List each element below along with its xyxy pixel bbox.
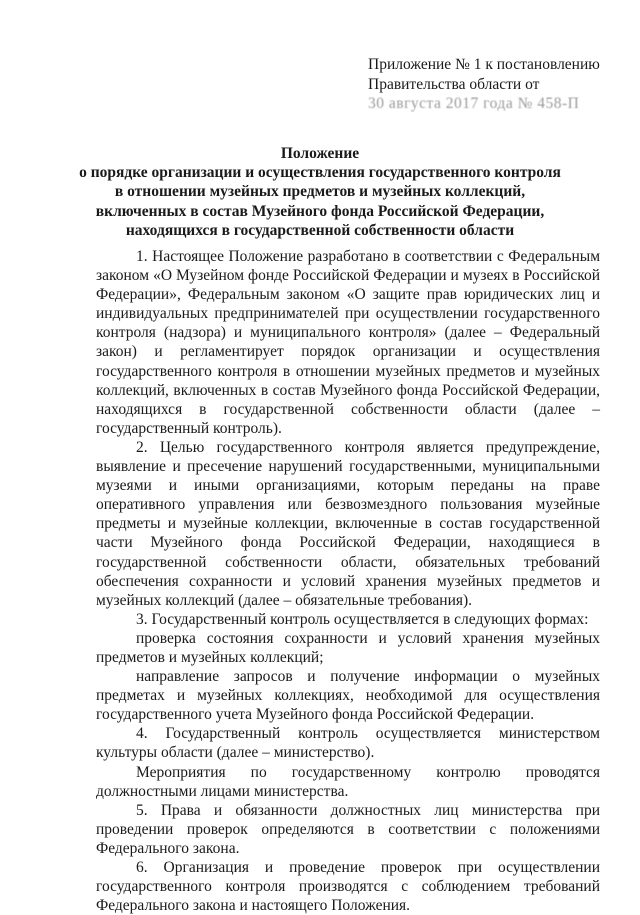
paragraph-6: 6. Организация и проведение проверок при осуществлении государственного контроля производятся с соблюдением требований Федерального закона и настоящего Положения.: [96, 859, 600, 915]
title-line-2: о порядке организации и осуществления государственного контроля: [79, 164, 561, 182]
paragraph-4-continued: Мероприятия по государственному контролю проводятся должностными лицами министерства.: [96, 763, 600, 800]
appendix-line-2: Правительства области от: [368, 75, 540, 93]
title-line-4: включенных в состав Музейного фонда Российской Федерации,: [95, 202, 545, 220]
paragraph-5: 5. Права и обязанности должностных лиц министерства при проведении проверок определяются в соответствии с положениями Федерального закона.: [96, 801, 600, 857]
paragraph-1: 1. Настоящее Положение разработано в соответствии с Федеральным законом «О Музейном фонде Российской Федерации и музеях в Российской Федерации», Федеральным законом «О защите прав юридических лиц и индивидуальных предпринимателей при осуществлении государственного контроля (надзора) и муниципального контроля» (далее – Федеральный закон) и регламентирует порядок организации и осуществления государственного контроля в отношении музейных предметов и музейных коллекций, включенных в состав Музейного фонда Российской Федерации, находящихся в государственной собственности области (далее – государственный контроль).: [96, 248, 600, 437]
appendix-header: [368, 55, 630, 114]
title-line-5: находящихся в государственной собственности области: [125, 221, 515, 239]
paragraph-2: 2. Целью государственного контроля является предупреждение, выявление и пресечение нарушений государственными, муниципальными музеями и иными организациями, которым переданы на праве оперативного управления или безвозмездного пользования музейные предметы и музейные коллекции, включенные в состав государственной части Музейного фонда Российской Федерации, находящиеся в государственной собственности области, обязательных требований обеспечения сохранности и условий хранения музейных предметов и музейных коллекций (далее – обязательные требования).: [96, 438, 600, 609]
appendix-date-line: 30 августа 2017 года № 458-П: [368, 95, 580, 112]
paragraph-3: 3. Государственный контроль осуществляется в следующих формах:: [136, 610, 589, 628]
appendix-line-1: Приложение № 1 к постановлению: [368, 56, 600, 73]
paragraph-3-item-1: проверка состояния сохранности и условий хранения музейных предметов и музейных коллекций;: [96, 629, 600, 666]
document-title: [70, 144, 570, 240]
document-body: [96, 247, 600, 915]
paragraph-3-item-2: направление запросов и получение информации о музейных предметах и музейных коллекциях, необходимой для осуществления государственного учета Музейного фонда Российской Федерации.: [96, 668, 600, 724]
title-line-1: Положение: [280, 145, 360, 162]
paragraph-4: 4. Государственный контроль осуществляется министерством культуры области (далее – министерство).: [96, 725, 600, 762]
title-line-3: в отношении музейных предметов и музейных коллекций,: [114, 183, 526, 201]
